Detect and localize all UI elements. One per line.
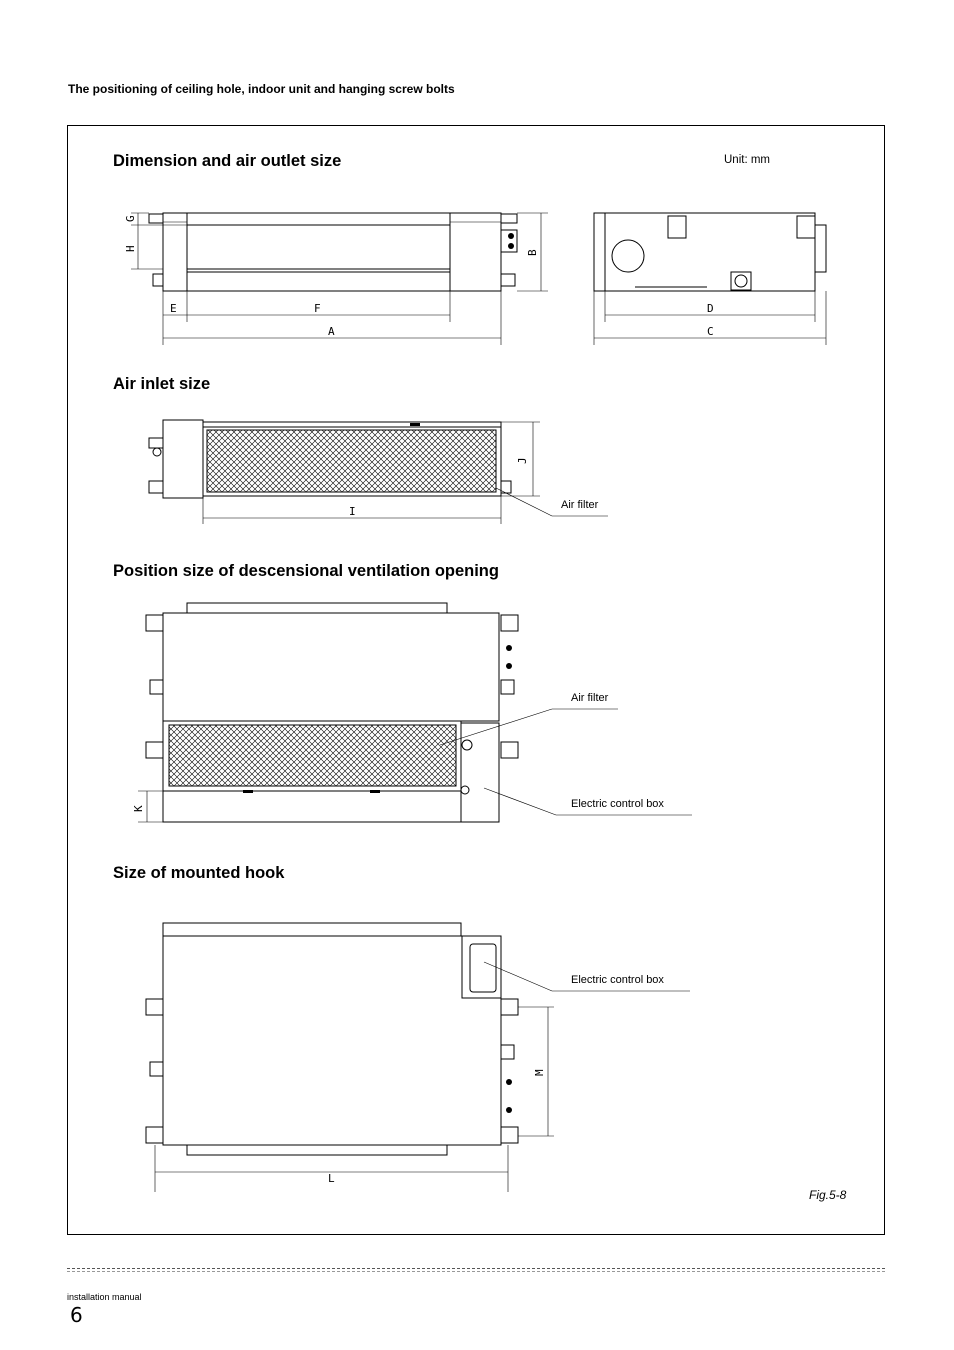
footer-rule: [67, 1268, 885, 1269]
figure-caption: Fig.5-8: [809, 1188, 847, 1202]
footer-rule-secondary: [67, 1271, 885, 1272]
unit-label: Unit: mm: [724, 154, 770, 166]
label-f: F: [314, 302, 321, 315]
label-g: G: [124, 215, 137, 222]
footer-label: installation manual: [67, 1292, 142, 1302]
callout-air-filter-ventilation: Air filter: [571, 692, 609, 704]
callout-air-filter-inlet: Air filter: [561, 499, 599, 511]
label-h: H: [124, 245, 137, 252]
label-i: I: [349, 505, 356, 518]
section-title-hook: Size of mounted hook: [113, 864, 285, 882]
air-inlet-drawing: [149, 420, 608, 524]
section-title-air-inlet: Air inlet size: [113, 375, 211, 393]
label-m: M: [533, 1069, 546, 1076]
page-number: 6: [70, 1303, 83, 1327]
ventilation-drawing: [132, 603, 692, 822]
label-a: A: [328, 325, 335, 338]
label-e: E: [170, 302, 177, 315]
callout-control-box-hook: Electric control box: [571, 974, 664, 986]
callout-control-box-ventilation: Electric control box: [571, 798, 664, 810]
side-view-drawing: [594, 213, 826, 345]
section-title-ventilation: Position size of descensional ventilation opening: [113, 562, 499, 580]
label-k: K: [132, 805, 145, 812]
label-b: B: [526, 249, 539, 256]
label-j: J: [516, 457, 529, 464]
label-l: L: [328, 1172, 335, 1185]
section-title-dimension: Dimension and air outlet size: [113, 152, 342, 170]
mounted-hook-drawing: [146, 923, 690, 1192]
front-view-drawing: [124, 213, 548, 345]
label-c: C: [707, 325, 714, 338]
label-d: D: [707, 302, 714, 315]
page-heading: The positioning of ceiling hole, indoor unit and hanging screw bolts: [68, 82, 455, 96]
